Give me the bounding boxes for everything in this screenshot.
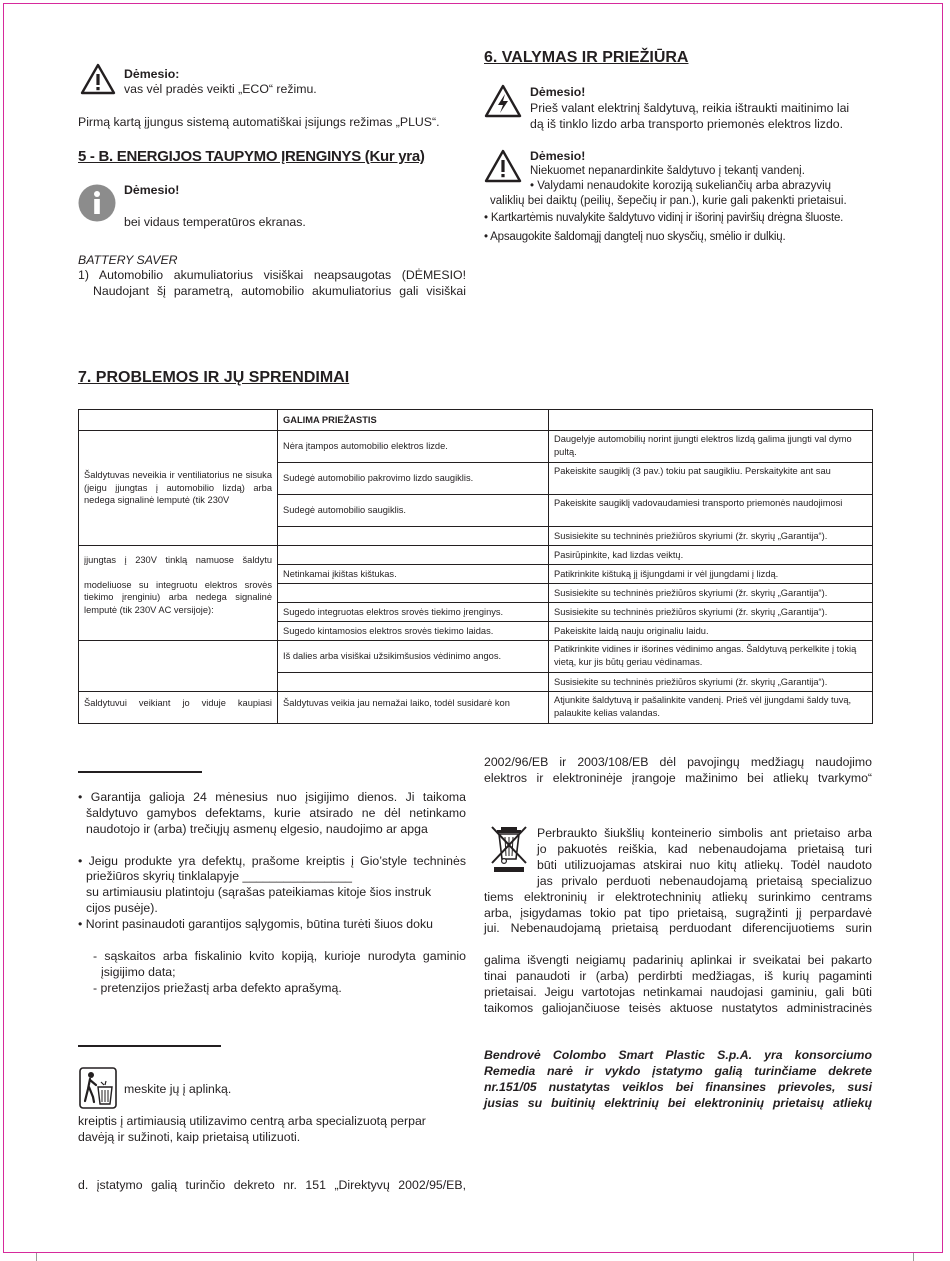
problem-line: modeliuose su integruotu elektros srovės tiekimo įrenginiu) arba nedega signalinė lemputė (tik 230V AC versijoje): — [84, 579, 272, 615]
problems-table — [78, 409, 873, 724]
attention-label: Dėmesio! — [530, 85, 586, 99]
temp-line: bei vidaus temperatūros ekranas. — [124, 215, 306, 229]
guarantee-line: • Garantija galioja 24 mėnesius nuo įsigijimo dienos. Ji taikoma — [78, 790, 466, 804]
weee-line: 2002/96/EB ir 2003/108/EB dėl pavojingų medžiagų naudojimo — [484, 755, 872, 769]
problem-cell: Šaldytuvas neveikia ir ventiliatorius ne sisuka (jeigu įjungtas į automobilio lizdą) arba nedega signalinė lemputė (tik 230V — [79, 431, 278, 546]
weee-line: jas privalo perduoti nebenaudojamą prietaisą specializuo — [537, 874, 872, 888]
table-header-cause: GALIMA PRIEŽASTIS — [278, 410, 549, 431]
consortium-line: jusias su buitinių elektrinių bei elektroninių prietaisų atliekų — [484, 1096, 872, 1110]
problem-cell — [79, 641, 278, 692]
electric-hazard-icon — [484, 84, 522, 118]
crop-mark — [913, 1253, 914, 1261]
cause-cell: Nėra įtampos automobilio elektros lizde. — [278, 431, 549, 463]
guarantee-line: • Norint pasinaudoti garantijos sąlygomis, būtina turėti šiuos doku — [78, 917, 433, 931]
section-7-title: 7. PROBLEMOS IR JŲ SPRENDIMAI — [78, 369, 350, 386]
guarantee-line: • Jeigu produkte yra defektų, prašome kreiptis į Gio’style techninės — [78, 854, 466, 868]
cause-cell — [278, 546, 549, 565]
guarantee-line: naudotojo ir (arba) trečiųjų asmenų elgesio, naudojimo ar apga — [86, 822, 428, 836]
guarantee-line: su artimiausiu platintoju (sąrašas pateikiamas kitoje šios instruk — [86, 885, 432, 899]
attention-label: Dėmesio! — [530, 149, 586, 163]
disposal-line: d. įstatymo galią turinčio dekreto nr. 151 „Direktyvų 2002/95/EB, — [78, 1178, 466, 1192]
cause-cell — [278, 527, 549, 546]
weee-line: arba, įsigydamas tokio pat tipo prietaisą, sugrąžinti jį perpardavė — [484, 906, 872, 920]
cause-cell: Sudegė automobilio saugiklis. — [278, 495, 549, 527]
solution-cell: Susisiekite su techninės priežiūros skyriumi (žr. skyrių „Garantija“). — [549, 673, 873, 692]
solution-cell: Patikrinkite vidines ir išorines vėdinimo angas. Šaldytuvą perkelkite į tokią vietą, kur jis būtų geriau vėdinamas. — [549, 641, 873, 673]
solution-cell: Atjunkite šaldytuvą ir pašalinkite vandenį. Prieš vėl įjungdami šaldy tuvą, palaukite kelias valandas. — [549, 692, 873, 724]
problem-cell — [79, 546, 278, 641]
table-header-cell — [79, 410, 278, 431]
section-6-title: 6. VALYMAS IR PRIEŽIŪRA — [484, 49, 689, 66]
weee-line: tiems elektroninių ir elektrotechninių atliekų surinkimo centrams — [484, 890, 872, 904]
cause-cell: Netinkamai įkištas kištukas. — [278, 565, 549, 584]
cause-cell: Iš dalies arba visiškai užsikimšusios vėdinimo angos. — [278, 641, 549, 673]
solution-cell: Susisiekite su techninės priežiūros skyriumi (žr. skyrių „Garantija“). — [549, 527, 873, 546]
cause-cell — [278, 673, 549, 692]
attention-line: Niekuomet nepanardinkite šaldytuvo į tekantį vandenį. — [530, 165, 805, 177]
weee-line: jui. Nebenaudojamą prietaisą perduodant diferencijuotiems surin — [484, 921, 872, 935]
document-line: - pretenzijos priežastį arba defekto aprašymą. — [93, 981, 342, 995]
eco-line: vas vėl pradės veikti „ECO“ režimu. — [124, 82, 317, 96]
consortium-line: Bendrovė Colombo Smart Plastic S.p.A. yra konsorciumo — [484, 1048, 872, 1062]
consortium-line: nr.151/05 nustatytas veiklos bei finansines prievoles, susi — [484, 1080, 872, 1094]
guarantee-line: šaldytuvo gamybos defektams, kurie atsirado ne dėl netinkamo — [86, 806, 466, 820]
info-icon — [78, 184, 116, 222]
solution-cell: Patikrinkite kištuką jį išjungdami ir vėl įjungdami į lizdą. — [549, 565, 873, 584]
solution-cell: Pasirūpinkite, kad lizdas veiktų. — [549, 546, 873, 565]
attention-line: valiklių bei daiktų (peilių, šepečių ir pan.), kurie gali pakenkti prietaisui. — [490, 195, 847, 207]
weee-line: elektros ir elektroninėje įrangoje mažinimo bei atliekų tvarkymo“ — [484, 771, 872, 785]
disposal-icon-line: meskite jų į aplinką. — [124, 1082, 232, 1096]
attention-line: Prieš valant elektrinį šaldytuvą, reikia ištraukti maitinimo lai — [530, 101, 850, 115]
weee-line: prietaisai. Jeigu vartotojas netinkamai naudojasi gaminiu, gali būti — [484, 985, 872, 999]
weee-line: galima išvengti neigiamų padarinių aplinkai ir sveikatai bei pakarto — [484, 953, 872, 967]
attention-line: dą iš tinklo lizdo arba transporto priemonės elektros lizdo. — [530, 117, 844, 131]
guarantee-line: priežiūros skyrių tinklalapyje ________________ — [86, 869, 352, 883]
solution-cell: Pakeiskite laidą nauju originaliu laidu. — [549, 622, 873, 641]
cause-cell: Sugedo kintamosios elektros srovės tiekimo laidas. — [278, 622, 549, 641]
document-line: - sąskaitos arba fiskalinio kvito kopiją, kurioje nurodyta gaminio — [93, 949, 466, 963]
crop-mark — [36, 1253, 37, 1261]
solution-cell: Susisiekite su techninės priežiūros skyriumi (žr. skyrių „Garantija“). — [549, 603, 873, 622]
cause-cell — [278, 584, 549, 603]
attention-line: • Valydami nenaudokite koroziją sukeliančių arba abrazyvių — [530, 180, 832, 192]
disposal-line: davėją ir sužinoti, kaip prietaisą utilizuoti. — [78, 1130, 301, 1144]
guarantee-line: cijos pusėje). — [86, 901, 158, 915]
battery-item-line: Naudojant šį parametrą, automobilio akumuliatorius gali visiškai — [93, 284, 466, 298]
problem-line: įjungtas į 230V tinklą namuose šaldytu — [84, 555, 272, 565]
battery-item-line: 1) Automobilio akumuliatorius visiškai neapsaugotas (DĖMESIO! — [78, 268, 466, 282]
solution-cell: Susisiekite su techninės priežiūros skyriumi (žr. skyrių „Garantija“). — [549, 584, 873, 603]
warning-icon — [484, 149, 522, 183]
section-rule — [78, 1045, 221, 1047]
disposal-line: kreiptis į artimiausią utilizavimo centrą arba specializuotą perpar — [78, 1114, 426, 1128]
cause-cell: Sudegė automobilio pakrovimo lizdo saugiklis. — [278, 463, 549, 495]
weee-line: būti utilizuojamas atskirai nuo kitų atliekų. Todėl naudoto — [537, 858, 872, 872]
attention-label: Dėmesio! — [124, 183, 180, 197]
consortium-line: Remedia narė ir vykdo įstatymo galią turinčiame dekrete — [484, 1064, 872, 1078]
section-5b-title: 5 - B. ENERGIJOS TAUPYMO ĮRENGINYS (Kur yra) — [78, 148, 425, 165]
battery-saver-heading: BATTERY SAVER — [78, 253, 178, 267]
cause-cell: Šaldytuvas veikia jau nemažai laiko, todėl susidarė kon — [278, 692, 549, 724]
weee-line: tinai panaudoti ir (arba) perdirbti medžiagas, iš kurių pagaminti — [484, 969, 872, 983]
weee-line: taikomos galiojančiuose teisės aktuose nustatytos administracinės — [484, 1001, 872, 1015]
solution-cell: Pakeiskite saugiklį (3 pav.) tokiu pat saugikliu. Perskaitykite ant sau — [549, 463, 873, 495]
table-header-cell — [549, 410, 873, 431]
document-line: įsigijimo data; — [101, 965, 176, 979]
solution-cell: Daugelyje automobilių norint įjungti elektros lizdą galima įjungti val dymo pultą. — [549, 431, 873, 463]
section-rule — [78, 771, 202, 773]
crossed-bin-icon — [489, 823, 529, 873]
plus-line: Pirmą kartą įjungus sistemą automatiškai įsijungs režimas „PLUS“. — [78, 115, 440, 129]
problem-cell: Šaldytuvui veikiant jo viduje kaupiasi — [79, 692, 278, 724]
cleaning-bullet: • Kartkartėmis nuvalykite šaldytuvo vidinį ir išorinį paviršių drėgna šluoste. — [484, 212, 844, 224]
cause-cell: Sugedo integruotas elektros srovės tiekimo įrenginys. — [278, 603, 549, 622]
attention-label: Dėmesio: — [124, 67, 180, 81]
cleaning-bullet: • Apsaugokite šaldomąjį dangtelį nuo skysčių, smėlio ir dulkių. — [484, 231, 786, 243]
warning-icon — [80, 63, 116, 95]
litter-bin-icon — [79, 1067, 117, 1109]
weee-line: Perbraukto šiukšlių konteinerio simbolis ant prietaiso arba — [537, 826, 872, 840]
weee-line: jo pakuotės reiškia, kad nebenaudojama prietaisą turi — [537, 842, 872, 856]
solution-cell: Pakeiskite saugiklį vadovaudamiesi transporto priemonės naudojimosi — [549, 495, 873, 527]
